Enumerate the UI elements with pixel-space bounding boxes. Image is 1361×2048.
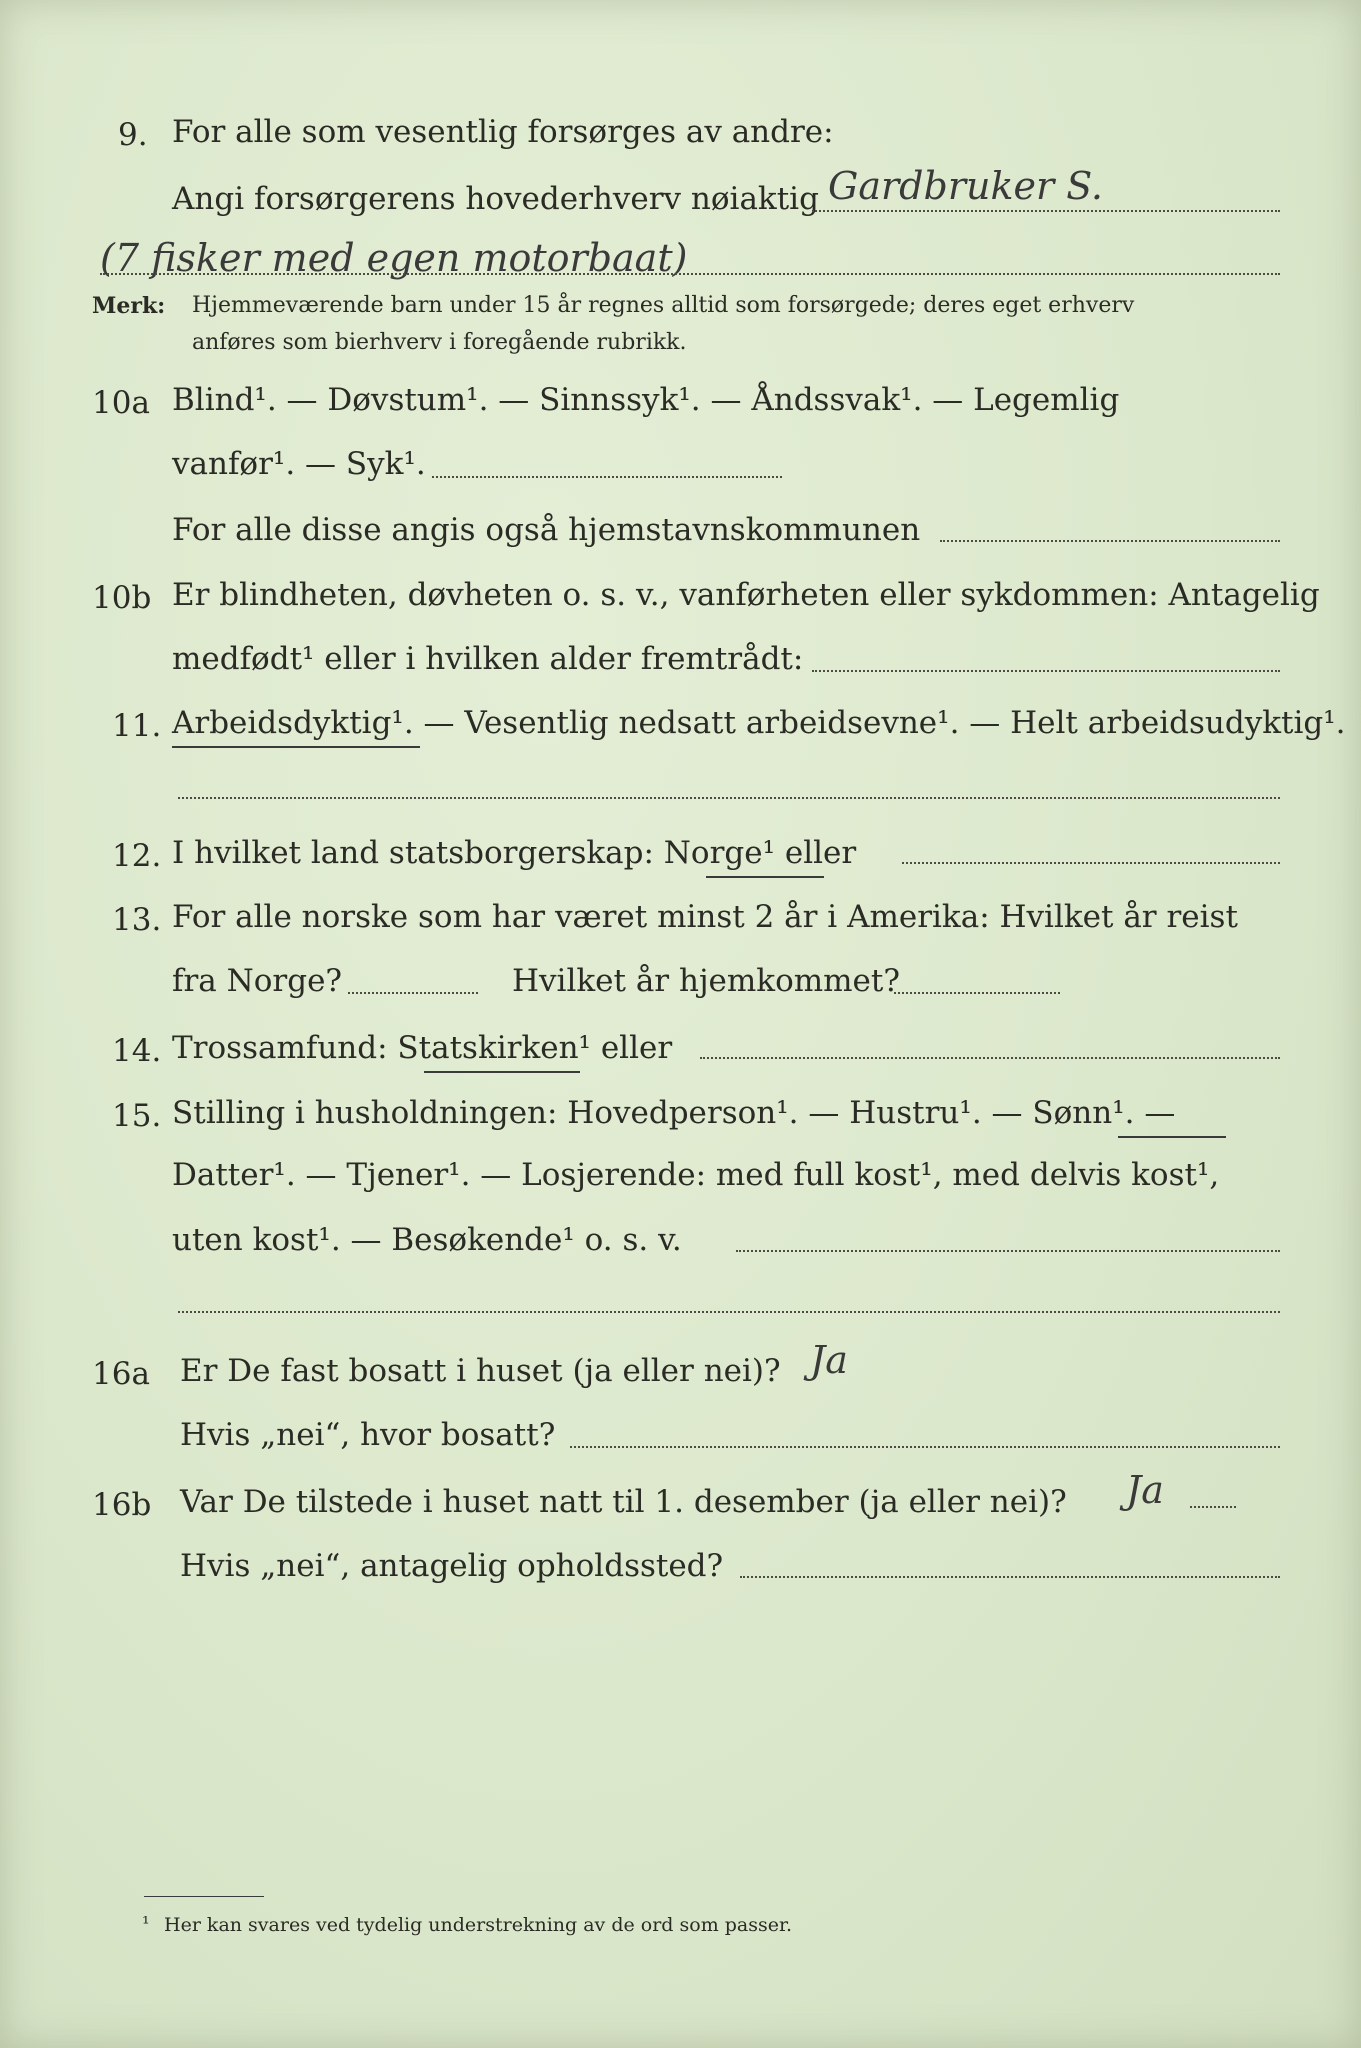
q9-answer-line-2 bbox=[100, 273, 1280, 275]
q13-reist-line bbox=[348, 992, 478, 994]
footnote-text: Her kan svares ved tydelig understrekning av de ord som passer. bbox=[164, 1914, 793, 1936]
q15-line1: Stilling i husholdningen: Hovedperson¹. — Hustru¹. — Sønn¹. — bbox=[172, 1095, 1176, 1131]
footnote-rule bbox=[144, 1896, 264, 1897]
q12-line1: I hvilket land statsborgerskap: Norge¹ eller bbox=[172, 835, 857, 871]
q14-number: 14. bbox=[112, 1033, 162, 1069]
q16a-number: 16a bbox=[92, 1356, 150, 1392]
q16a-handwritten-answer: Ja bbox=[810, 1338, 848, 1382]
q9-handwritten-answer-1: Gardbruker S. bbox=[828, 164, 1103, 208]
q12-answer-line bbox=[902, 862, 1280, 864]
q10a-kommune-line bbox=[940, 540, 1280, 542]
q9-number: 9. bbox=[118, 117, 148, 153]
q10a-line1: Blind¹. — Døvstum¹. — Sinnssyk¹. — Åndssvak¹. — Legemlig bbox=[172, 382, 1120, 418]
merk-line2: anføres som bierhverv i foregående rubrikk. bbox=[192, 330, 687, 355]
q9-line1: For alle som vesentlig forsørges av andre: bbox=[172, 114, 834, 150]
q15-answer-line bbox=[736, 1250, 1280, 1252]
q14-line1: Trossamfund: Statskirken¹ eller bbox=[172, 1030, 673, 1066]
q10a-line3: For alle disse angis også hjemstavnskommunen bbox=[172, 512, 921, 548]
q9-line2: Angi forsørgerens hovederhverv nøiaktig bbox=[172, 181, 819, 217]
q16b-line2: Hvis „nei“, antagelig opholdssted? bbox=[180, 1548, 724, 1584]
footnote-mark: ¹ bbox=[142, 1913, 150, 1935]
merk-line1: Hjemmeværende barn under 15 år regnes alltid som forsørgede; deres eget erhverv bbox=[192, 293, 1135, 318]
q13-line2b: Hvilket år hjemkommet? bbox=[512, 963, 900, 999]
q10b-line1: Er blindheten, døvheten o. s. v., vanførheten eller sykdommen: Antagelig bbox=[172, 577, 1320, 613]
q16b-line1: Var De tilstede i huset natt til 1. desember (ja eller nei)? bbox=[180, 1484, 1067, 1520]
q15-number: 15. bbox=[112, 1098, 162, 1134]
q15-line3: uten kost¹. — Besøkende¹ o. s. v. bbox=[172, 1222, 682, 1258]
q15-line2: Datter¹. — Tjener¹. — Losjerende: med full kost¹, med delvis kost¹, bbox=[172, 1157, 1220, 1193]
q10b-answer-line bbox=[812, 670, 1280, 672]
q15-underline-mark bbox=[1118, 1136, 1226, 1138]
q9-answer-line bbox=[812, 210, 1280, 212]
q16b-number: 16b bbox=[92, 1487, 152, 1523]
q12-number: 12. bbox=[112, 838, 162, 874]
q13-line1: For alle norske som har været minst 2 år i Amerika: Hvilket år reist bbox=[172, 899, 1238, 935]
q10a-line2: vanfør¹. — Syk¹. bbox=[172, 446, 426, 482]
q16a-line2: Hvis „nei“, hvor bosatt? bbox=[180, 1417, 556, 1453]
q15-answer-line-2 bbox=[178, 1311, 1280, 1313]
q16a-answer-line bbox=[570, 1446, 1280, 1448]
q16b-handwritten-answer: Ja bbox=[1126, 1468, 1164, 1512]
q11-answer-line bbox=[178, 797, 1280, 799]
q13-line2a: fra Norge? bbox=[172, 963, 343, 999]
q11-number: 11. bbox=[112, 708, 162, 744]
q10b-number: 10b bbox=[92, 580, 152, 616]
q16a-line1: Er De fast bosatt i huset (ja eller nei)? bbox=[180, 1353, 781, 1389]
q16b-answer-line bbox=[1190, 1506, 1236, 1508]
merk-label: Merk: bbox=[92, 293, 166, 319]
q13-hjem-line bbox=[894, 992, 1060, 994]
q9-handwritten-answer-2: (7 fisker med egen motorbaat) bbox=[100, 236, 688, 280]
q14-answer-line bbox=[700, 1057, 1280, 1059]
q13-number: 13. bbox=[112, 902, 162, 938]
q10a-syk-line bbox=[432, 476, 782, 478]
q12-underline-mark bbox=[706, 876, 824, 878]
q11-line1: Arbeidsdyktig¹. — Vesentlig nedsatt arbeidsevne¹. — Helt arbeidsudyktig¹. bbox=[172, 705, 1346, 741]
q14-underline-mark bbox=[424, 1071, 580, 1073]
q10a-number: 10a bbox=[92, 385, 150, 421]
q16b-opholdssted-line bbox=[740, 1576, 1280, 1578]
q10b-line2: medfødt¹ eller i hvilken alder fremtrådt: bbox=[172, 641, 804, 677]
q11-underline-mark bbox=[172, 746, 420, 748]
